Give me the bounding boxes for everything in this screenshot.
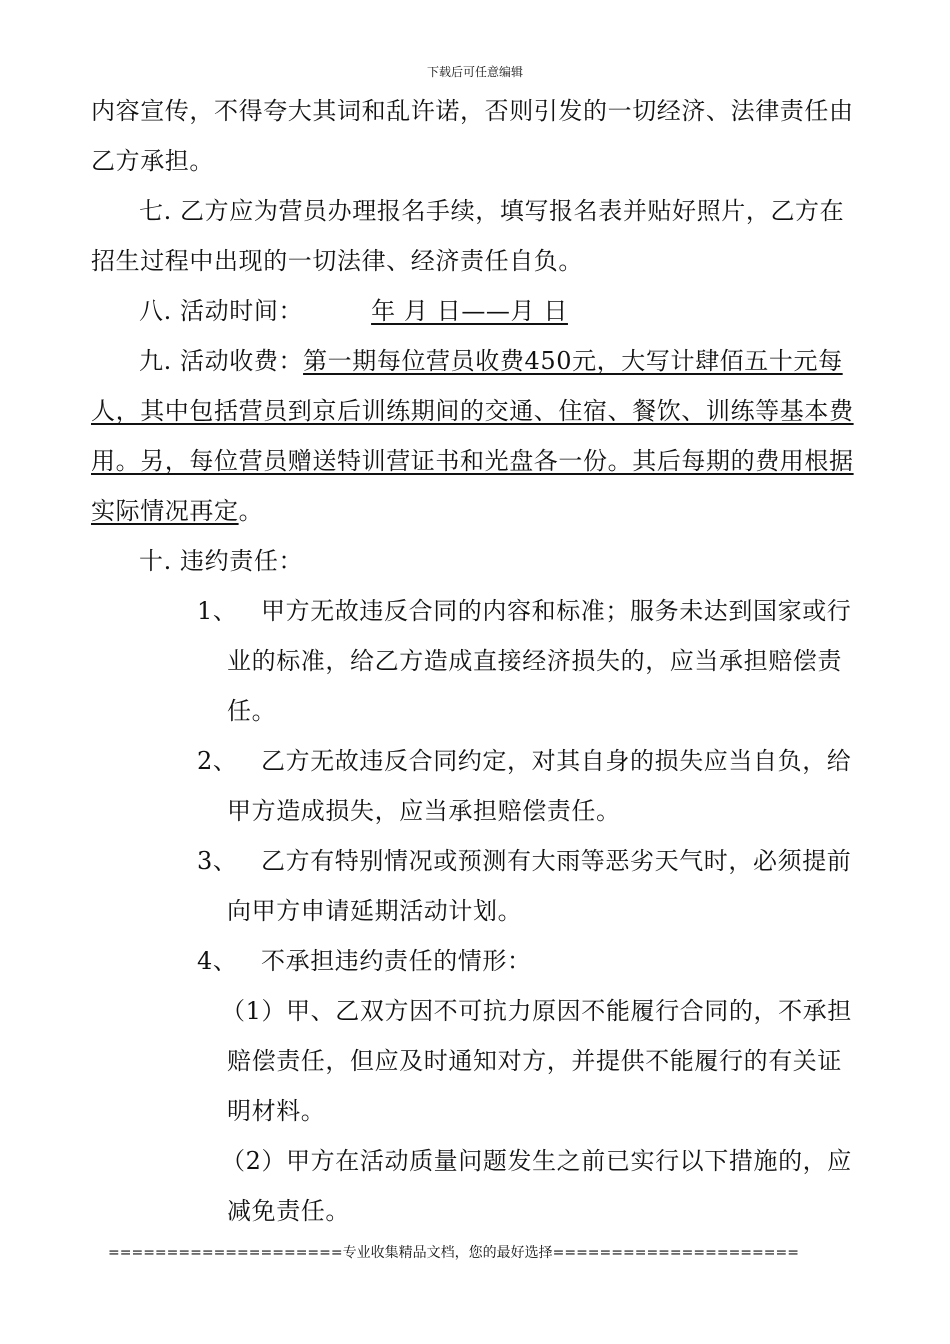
sub-item-text: （1）甲、乙双方因不可抗力原因不能履行合同的，不承担赔偿责任，但应及时通知对方，并提供不能履行的有关证明材料。 xyxy=(221,997,852,1125)
list-item-number: 1、 xyxy=(197,597,238,625)
list-item-text: 乙方无故违反合同约定，对其自身的损失应当自负，给甲方造成损失，应当承担赔偿责任。 xyxy=(227,747,852,825)
clause-9-value: 第一期每位营员收费450元，大写计肆佰五十元每人，其中包括营员到京后训练期间的交通、住宿、餐饮、训练等基本费用。另，每位营员赠送特训营证书和光盘各一份。其后每期的费用根据实际情况再定 xyxy=(91,347,854,525)
list-item xyxy=(91,836,861,936)
page-footer: ====================专业收集精品文档，您的最好选择===================== xyxy=(108,1245,799,1261)
clause-9-end: 。 xyxy=(238,497,264,525)
sub-item-text: （2）甲方在活动质量问题发生之前已实行以下措施的，应减免责任。 xyxy=(221,1147,852,1225)
list-item xyxy=(91,736,861,836)
clause-9 xyxy=(91,336,861,536)
page-header: 下载后可任意编辑 xyxy=(426,65,523,79)
list-item-number: 4、 xyxy=(197,947,238,975)
sub-item xyxy=(91,1136,861,1236)
clause-8-label: 八. 活动时间： xyxy=(139,297,304,325)
clause-8-value: 年 月 日——月 日 xyxy=(371,297,568,325)
list-item xyxy=(91,586,861,736)
list-item xyxy=(91,936,861,986)
clause-8 xyxy=(91,286,861,336)
paragraph-intro: 内容宣传，不得夸大其词和乱许诺，否则引发的一切经济、法律责任由乙方承担。 xyxy=(91,97,854,175)
list-item-text: 乙方有特别情况或预测有大雨等恶劣天气时，必须提前向甲方申请延期活动计划。 xyxy=(227,847,852,925)
clause-7: 七. 乙方应为营员办理报名手续，填写报名表并贴好照片，乙方在招生过程中出现的一切法律、经济责任自负。 xyxy=(91,197,845,275)
clause-9-label: 九. 活动收费： xyxy=(139,347,304,375)
document-body xyxy=(91,86,861,1236)
list-item-text: 甲方无故违反合同的内容和标准；服务未达到国家或行业的标准，给乙方造成直接经济损失的，应当承担赔偿责任。 xyxy=(227,597,852,725)
sub-item xyxy=(91,986,861,1136)
list-item-text: 不承担违约责任的情形： xyxy=(261,947,532,975)
list-item-number: 3、 xyxy=(197,847,238,875)
clause-10: 十. 违约责任： xyxy=(139,547,304,575)
list-item-number: 2、 xyxy=(197,747,238,775)
